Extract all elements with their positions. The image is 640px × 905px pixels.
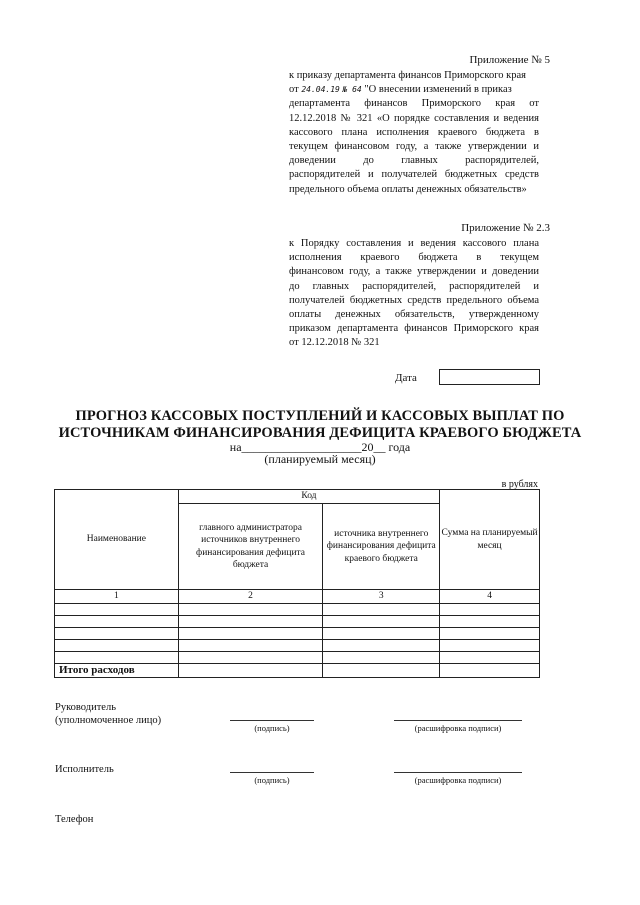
appendix-2-3-line: получателей бюджетных средств предельного объема — [289, 294, 539, 306]
total-label: Итого расходов — [55, 663, 179, 677]
appendix-5-body — [289, 69, 539, 197]
header-source: источника внутреннего финансирования дефицита краевого бюджета — [323, 504, 440, 590]
table-row — [55, 615, 540, 627]
table-row — [55, 627, 540, 639]
column-number: 1 — [55, 590, 179, 604]
table-row — [55, 639, 540, 651]
appendix-5-line: 12.12.2018 № 321 «О порядке составления и ведения — [289, 112, 539, 124]
forecast-table — [54, 489, 540, 678]
appendix-2-3-line: приказом департамента финансов Приморского края — [289, 323, 539, 335]
executor-signature-line — [230, 772, 314, 773]
appendix-5-title: Приложение № 5 — [469, 54, 550, 66]
period-caption: (планируемый месяц) — [264, 452, 376, 466]
appendix-5-line: текущем финансовом году, а также утверждении и — [289, 141, 539, 153]
period-line: на____________________20__ года — [229, 440, 411, 454]
appendix-2-3-line: от 12.12.2018 № 321 — [289, 337, 380, 349]
executor-decoding-caption: (расшифровка подписи) — [414, 775, 502, 785]
header-name: Наименование — [55, 490, 179, 590]
table-row — [55, 651, 540, 663]
date-box — [439, 369, 540, 385]
head-decoding-line — [394, 720, 522, 721]
executor-label: Исполнитель — [55, 764, 114, 775]
handwritten-number: № 64 — [342, 85, 362, 95]
appendix-5-line: доведении до главных распорядителей, — [289, 155, 539, 167]
appendix-5-line: кассового плана исполнения краевого бюджета в — [289, 126, 539, 138]
table-row — [55, 603, 540, 615]
document-title — [40, 408, 600, 442]
handwritten-date: 24.04.19 — [301, 85, 340, 95]
header-sum: Сумма на планируемый месяц — [440, 490, 540, 590]
date-label: Дата — [395, 372, 417, 384]
appendix-5-line: распорядителей и получателей бюджетных средств — [289, 169, 539, 181]
appendix-2-3-body — [289, 237, 539, 351]
title-line-2: ИСТОЧНИКАМ ФИНАНСИРОВАНИЯ ДЕФИЦИТА КРАЕВОГО БЮДЖЕТА — [58, 425, 582, 441]
appendix-2-3-line: оплаты денежных обязательств, утвержденному — [289, 309, 539, 321]
head-label: Руководитель (уполномоченное лицо) — [55, 702, 162, 726]
appendix-5-line: предельного объема оплаты денежных обязательств» — [289, 183, 527, 195]
head-signature-line — [230, 720, 314, 721]
appendix-5-line-order: от 24.04.19 № 64 "О внесении изменений в приказ — [289, 84, 512, 96]
phone-label: Телефон — [55, 814, 94, 825]
column-number: 3 — [323, 590, 440, 604]
appendix-2-3-line: финансовом году, а также утверждении и доведении — [289, 266, 539, 278]
appendix-2-3-line: к Порядку составления и ведения кассового плана — [289, 238, 539, 249]
head-decoding-caption: (расшифровка подписи) — [414, 723, 502, 733]
head-signature-caption: (подпись) — [254, 723, 290, 733]
column-number: 2 — [178, 590, 323, 604]
header-admin: главного администратора источников внутреннего финансирования дефицита бюджета — [178, 504, 323, 590]
executor-decoding-line — [394, 772, 522, 773]
title-line-1: ПРОГНОЗ КАССОВЫХ ПОСТУПЛЕНИЙ И КАССОВЫХ ВЫПЛАТ ПО — [75, 408, 565, 424]
column-number: 4 — [440, 590, 540, 604]
units-label: в рублях — [501, 479, 538, 490]
executor-signature-caption: (подпись) — [254, 775, 290, 785]
appendix-5-line: департамента финансов Приморского края от — [289, 98, 539, 110]
appendix-5-line: к приказу департамента финансов Приморского края — [289, 70, 526, 81]
header-code: Код — [178, 490, 439, 504]
appendix-2-3-line: до главных распорядителей, распорядителей и — [289, 280, 539, 292]
total-row — [55, 663, 540, 677]
appendix-2-3-title: Приложение № 2.3 — [461, 222, 550, 234]
appendix-2-3-line: исполнения краевого бюджета в текущем — [289, 252, 539, 264]
